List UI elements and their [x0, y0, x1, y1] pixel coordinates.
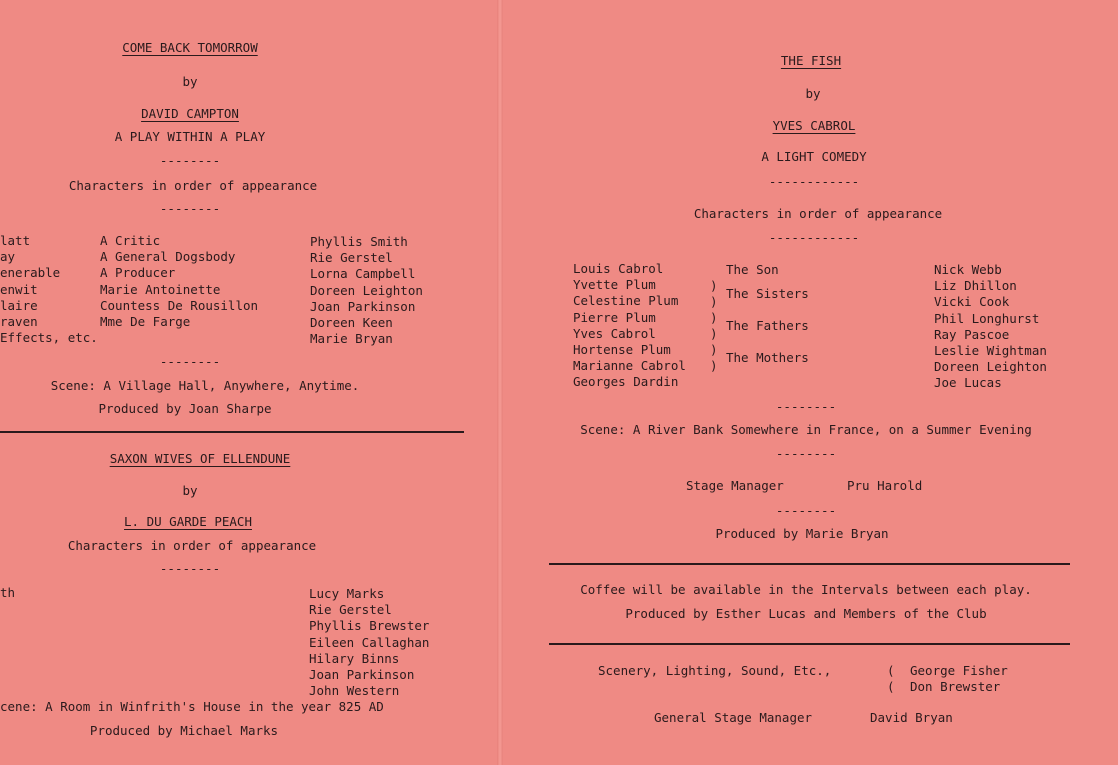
play3-character-names [573, 261, 686, 391]
gsm-name: David Bryan [870, 710, 953, 725]
page-fold [497, 0, 503, 765]
role: The Mothers [726, 350, 809, 365]
stage-manager-name: Pru Harold [847, 478, 923, 493]
separator: -------- [159, 201, 221, 216]
play3-subtitle: A LIGHT COMEDY [761, 149, 867, 164]
bracket: ( [887, 663, 895, 678]
play2-author: L. DU GARDE PEACH [124, 514, 252, 529]
play1-scene: Scene: A Village Hall, Anywhere, Anytime. [50, 378, 360, 393]
role: Countess De Rousillon [100, 297, 259, 313]
scenery-names [910, 663, 1008, 695]
character-name: Celestine Plum [573, 293, 679, 309]
character-name: Georges Dardin [573, 374, 679, 390]
separator: ------------ [768, 174, 860, 189]
separator: ------------ [768, 230, 860, 245]
coffee-notice: Coffee will be available in the Intervals between each play. [580, 582, 1032, 597]
actor: Joan Parkinson [310, 298, 416, 314]
bracket: ) [710, 326, 718, 341]
play2-scene: cene: A Room in Winfrith's House in the year 825 AD [0, 699, 384, 714]
actor: Phyllis Smith [310, 234, 408, 249]
gsm-label: General Stage Manager [654, 710, 813, 725]
play1-by: by [182, 74, 198, 89]
separator: -------- [159, 354, 221, 369]
role: Marie Antoinette [100, 281, 221, 297]
play1-chars-heading: Characters in order of appearance [68, 178, 318, 193]
play1-roles [100, 233, 258, 330]
separator: -------- [159, 561, 221, 576]
actor: Joe Lucas [934, 375, 1002, 391]
role: The Son [726, 262, 779, 277]
bracket: ) [710, 342, 718, 357]
role: The Sisters [726, 286, 809, 301]
play3-brackets [710, 278, 718, 374]
actor: Eileen Callaghan [309, 634, 430, 650]
play1-subtitle: A PLAY WITHIN A PLAY [114, 129, 266, 144]
character-name: raven [0, 314, 38, 330]
character-name: Effects, etc. [0, 330, 98, 346]
actor: Lorna Campbell [310, 266, 416, 282]
play1-title: COME BACK TOMORROW [122, 40, 258, 55]
bracket: ( [887, 679, 895, 694]
separator: -------- [775, 446, 837, 461]
actor: John Western [309, 683, 400, 699]
character-name: Yves Cabrol [573, 325, 656, 341]
actor: Liz Dhillon [934, 278, 1017, 294]
actor: Marie Bryan [310, 331, 393, 347]
bracket: ) [710, 294, 718, 309]
character-name: enwit [0, 281, 38, 297]
actor: Rie Gerstel [310, 250, 393, 266]
section-divider [549, 563, 1070, 565]
play2-actors [309, 586, 429, 699]
play1-produced-by: Produced by Joan Sharpe [98, 401, 272, 416]
actor: Nick Webb [934, 262, 1002, 277]
actor: Rie Gerstel [309, 602, 392, 618]
play3-author: YVES CABROL [772, 118, 856, 133]
play2-chars-heading: Characters in order of appearance [67, 538, 317, 553]
actor: Joan Parkinson [309, 667, 415, 683]
bracket: ) [710, 358, 718, 373]
play1-author: DAVID CAMPTON [141, 106, 239, 121]
actor: Lucy Marks [309, 586, 385, 601]
play3-actors [934, 262, 1047, 392]
role: The Fathers [726, 318, 809, 333]
character-name: Pierre Plum [573, 309, 656, 325]
actor: Vicki Cook [934, 294, 1010, 310]
play3-produced-by: Produced by Marie Bryan [715, 526, 889, 541]
character-name: Yvette Plum [573, 277, 656, 293]
play3-scene: Scene: A River Bank Somewhere in France, on a Summer Evening [580, 422, 1032, 437]
role: A General Dogsbody [100, 249, 236, 265]
character-name: th [0, 585, 16, 600]
play2-title: SAXON WIVES OF ELLENDUNE [109, 451, 291, 466]
actor: Doreen Keen [310, 315, 393, 331]
character-name: latt [0, 233, 31, 248]
actor: Phyllis Brewster [309, 618, 430, 634]
play3-title: THE FISH [780, 53, 842, 68]
separator: -------- [775, 399, 837, 414]
actor: Doreen Leighton [934, 359, 1047, 375]
character-name: laire [0, 297, 38, 313]
actor: Doreen Leighton [310, 282, 423, 298]
play3-by: by [805, 86, 821, 101]
character-name: Louis Cabrol [573, 261, 664, 276]
play1-character-names [0, 233, 98, 346]
crew-name: Don Brewster [910, 679, 1001, 694]
crew-name: George Fisher [910, 663, 1008, 678]
play1-actors [310, 234, 423, 347]
play2-produced-by: Produced by Michael Marks [89, 723, 279, 738]
scenery-brackets [887, 663, 895, 695]
separator: -------- [775, 503, 837, 518]
role: A Critic [100, 233, 161, 248]
character-name: Marianne Cabrol [573, 358, 686, 374]
actor: Hilary Binns [309, 650, 400, 666]
play2-by: by [182, 483, 198, 498]
bracket: ) [710, 310, 718, 325]
actor: Ray Pascoe [934, 326, 1010, 342]
role: A Producer [100, 265, 176, 281]
separator: -------- [159, 153, 221, 168]
actor: Phil Longhurst [934, 310, 1040, 326]
character-name: enerable [0, 265, 61, 281]
club-credit: Produced by Esther Lucas and Members of the Club [625, 606, 987, 621]
scenery-label: Scenery, Lighting, Sound, Etc., [598, 663, 832, 678]
play3-chars-heading: Characters in order of appearance [693, 206, 943, 221]
section-divider [0, 431, 464, 433]
role: Mme De Farge [100, 314, 191, 330]
section-divider [549, 643, 1070, 645]
actor: Leslie Wightman [934, 343, 1047, 359]
character-name: ay [0, 249, 16, 265]
bracket: ) [710, 278, 718, 293]
stage-manager-label: Stage Manager [686, 478, 784, 493]
character-name: Hortense Plum [573, 342, 671, 358]
